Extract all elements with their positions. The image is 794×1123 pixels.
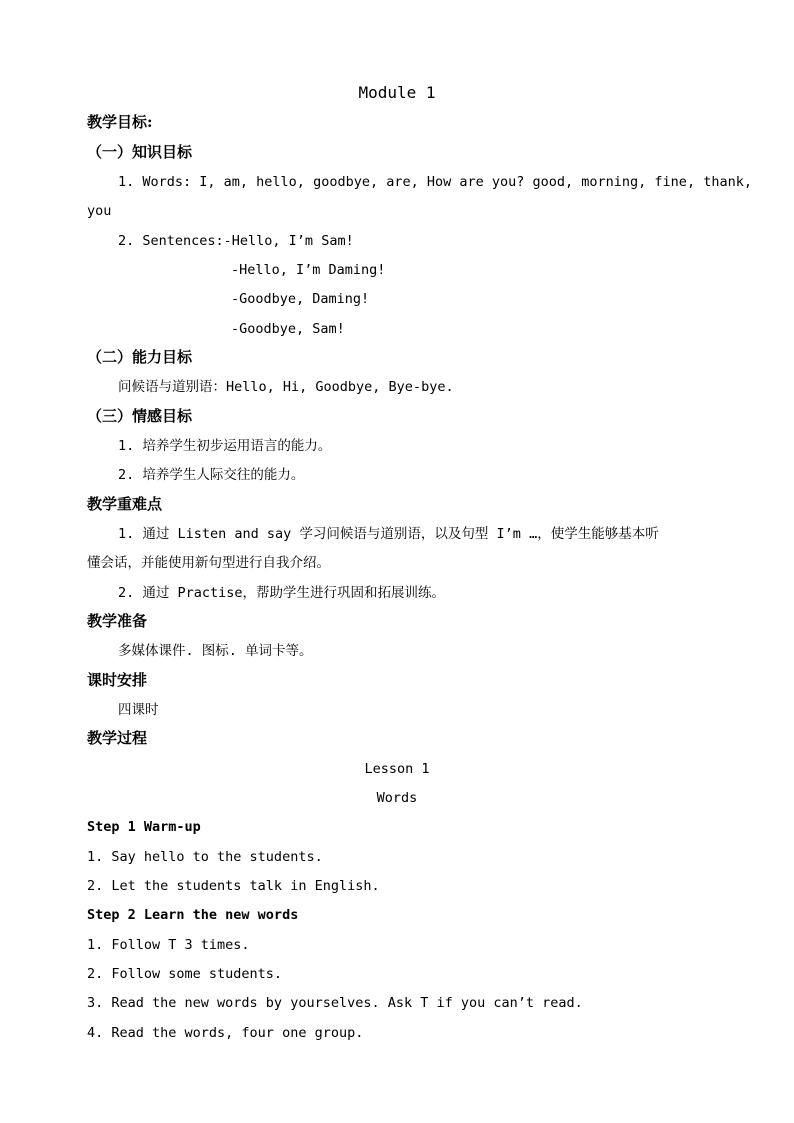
preparation-heading: 教学准备 — [87, 612, 148, 630]
preparation-text: 多媒体课件. 图标. 单词卡等。 — [118, 643, 313, 659]
step-1-item: 1. Say hello to the students. — [87, 849, 323, 865]
emotion-goals-heading: （三）情感目标 — [87, 407, 193, 425]
teaching-goals-heading: 教学目标: — [87, 113, 153, 131]
key-point-1-line-2: 懂会话，并能使用新句型进行自我介绍。 — [87, 555, 330, 571]
step-2-item: 3. Read the new words by yourselves. Ask T if you can’t read. — [87, 995, 583, 1011]
schedule-heading: 课时安排 — [87, 671, 148, 689]
words-line-1: 1. Words: I, am, hello, goodbye, are, How are you? good, morning, fine, thank, — [118, 174, 752, 190]
sentence-item: -Goodbye, Sam! — [231, 321, 345, 337]
lesson-subtitle: Words — [376, 790, 418, 806]
sentence-item: -Hello, I’m Daming! — [231, 262, 386, 278]
step-1-heading: Step 1 Warm-up — [87, 819, 201, 835]
document-title: Module 1 — [358, 83, 436, 102]
sentences-label: 2. Sentences:-Hello, I’m Sam! — [118, 233, 354, 249]
step-2-item: 4. Read the words, four one group. — [87, 1025, 364, 1041]
emotion-goal-item: 1. 培养学生初步运用语言的能力。 — [118, 438, 332, 454]
key-point-2: 2. 通过 Practise，帮助学生进行巩固和拓展训练。 — [118, 585, 446, 601]
emotion-goal-item: 2. 培养学生人际交往的能力。 — [118, 467, 305, 483]
words-line-2: you — [87, 203, 112, 219]
step-2-item: 1. Follow T 3 times. — [87, 937, 250, 953]
schedule-text: 四课时 — [118, 702, 159, 718]
step-2-heading: Step 2 Learn the new words — [87, 907, 299, 923]
knowledge-goals-heading: （一）知识目标 — [87, 143, 193, 161]
lesson-title: Lesson 1 — [364, 761, 430, 777]
step-2-item: 2. Follow some students. — [87, 966, 283, 982]
ability-goals-heading: （二）能力目标 — [87, 348, 193, 366]
ability-goals-text: 问候语与道别语：Hello, Hi, Goodbye, Bye-bye. — [118, 379, 454, 395]
process-heading: 教学过程 — [87, 729, 148, 747]
sentence-item: -Goodbye, Daming! — [231, 291, 370, 307]
key-points-heading: 教学重难点 — [87, 495, 163, 513]
step-1-item: 2. Let the students talk in English. — [87, 878, 380, 894]
key-point-1-line-1: 1. 通过 Listen and say 学习问候语与道别语，以及句型 I’m …，使学生能够基本听 — [118, 526, 659, 542]
